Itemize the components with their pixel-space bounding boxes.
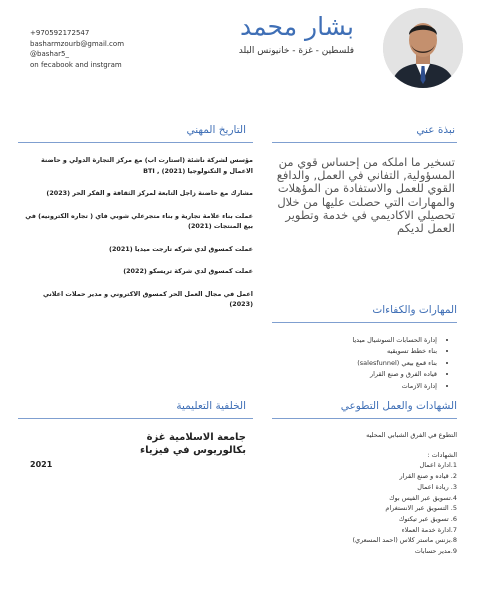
profile-photo — [383, 8, 463, 88]
cert-item: 1.ادارة اعمال — [419, 461, 457, 470]
about-text: تسخير ما املكه من إحساس قوي من المسؤولية, التفاني في العمل, والدافع القوي للعمل والاستفادة من المؤهلات والمهارات التي حصلت عليها من خلال تحصيلي الاكاديمي في خدمة وتطوير العمل لديكم — [276, 155, 455, 236]
about-divider — [272, 142, 457, 143]
experience-item: مشارك مع حاضنة زاجل التابعة لمركز الثقافة و الفكر الحر (2023) — [46, 189, 253, 197]
spacer — [257, 441, 457, 450]
experience-item: عملت بناء علامة تجارية و بناء متجرعلي شوبي فاي ( تجاره الكترونيه) في بيع المنتجات (2021) — [25, 211, 253, 230]
certs-divider — [272, 418, 457, 419]
skills-divider — [272, 322, 457, 323]
skills-section-title: المهارات والكفاءات — [372, 304, 457, 316]
skill-item: • بناء قمع بيعي (salesfunnel) — [257, 358, 437, 369]
experience-list — [18, 155, 253, 322]
portrait-image — [383, 8, 463, 88]
certs-section-title: الشهادات والعمل التطوعي — [340, 400, 457, 412]
cert-item: 8.بزنس ماستر كلاس (احمد المسعري) — [352, 536, 457, 545]
education-block — [140, 432, 246, 457]
experience-divider — [18, 142, 253, 143]
cert-item: 2. قياده و صنع القرار — [399, 472, 457, 481]
social-note: on fecabook and instgram — [30, 60, 122, 69]
experience-item: عملت كمسوق لدي شركة تريسكو (2022) — [123, 267, 253, 275]
cert-item: 5. التسويق عبر الانستغرام — [385, 504, 457, 513]
skill-item: • بناء خطط تسويقيه — [257, 346, 437, 357]
skill-item: • إدارة الازمات — [257, 381, 437, 392]
contact-block — [30, 28, 124, 70]
cert-item: 7.ادارة خدمة العملاء — [401, 525, 457, 534]
skill-item: • قياده الفرق و صنع القرار — [257, 369, 437, 380]
candidate-name: بشار محمد — [239, 12, 354, 41]
skill-item: • إدارة الحسابات السوشيال ميديا — [257, 335, 437, 346]
graduation-year: 2021 — [30, 460, 53, 469]
certs-heading: الشهادات : — [427, 450, 457, 459]
certs-block — [257, 430, 457, 557]
university-name: جامعة الاسلامية غزة — [146, 432, 246, 443]
experience-item: اعمل في مجال العمل الحر كمسوق الاكتروني و مدير حملات اعلاني (2023) — [42, 289, 253, 308]
email-address: basharmzourb@gmail.com — [30, 39, 125, 48]
experience-item: مؤسس لشركة ناشئة (استارت اب) مع مركز التجارة الدولي و حاضنة الاعمال و التكنولوجيا BTI , (2021) — [41, 156, 253, 175]
social-handle: @bashar5_ — [30, 50, 69, 58]
volunteer-text: التطوع في الفرق الشبابي المحليه — [366, 431, 457, 439]
degree-name: بكالوريوس في فيزياء — [139, 444, 246, 456]
cert-item: 4.تسويق عبر الفيس بوك — [389, 493, 457, 502]
cert-item: 9.مدير حسابات — [414, 547, 457, 556]
skills-list — [257, 335, 449, 392]
education-divider — [18, 418, 253, 419]
cert-item: 6. تسويق عبر تيكتوك — [398, 514, 457, 523]
experience-item: عملت كمسوق لدي شركه تارجت ميديا (2021) — [109, 244, 253, 253]
experience-section-title: التاريخ المهني — [186, 124, 246, 136]
phone-number: +970592172547 — [30, 29, 90, 37]
about-section-title: نبذة عني — [416, 124, 455, 136]
location-text: فلسطين - غزة - خانيونس البلد — [238, 46, 354, 56]
cert-item: 3. ريادة اعمال — [417, 482, 457, 491]
education-section-title: الخلفية التعليمية — [176, 400, 246, 412]
